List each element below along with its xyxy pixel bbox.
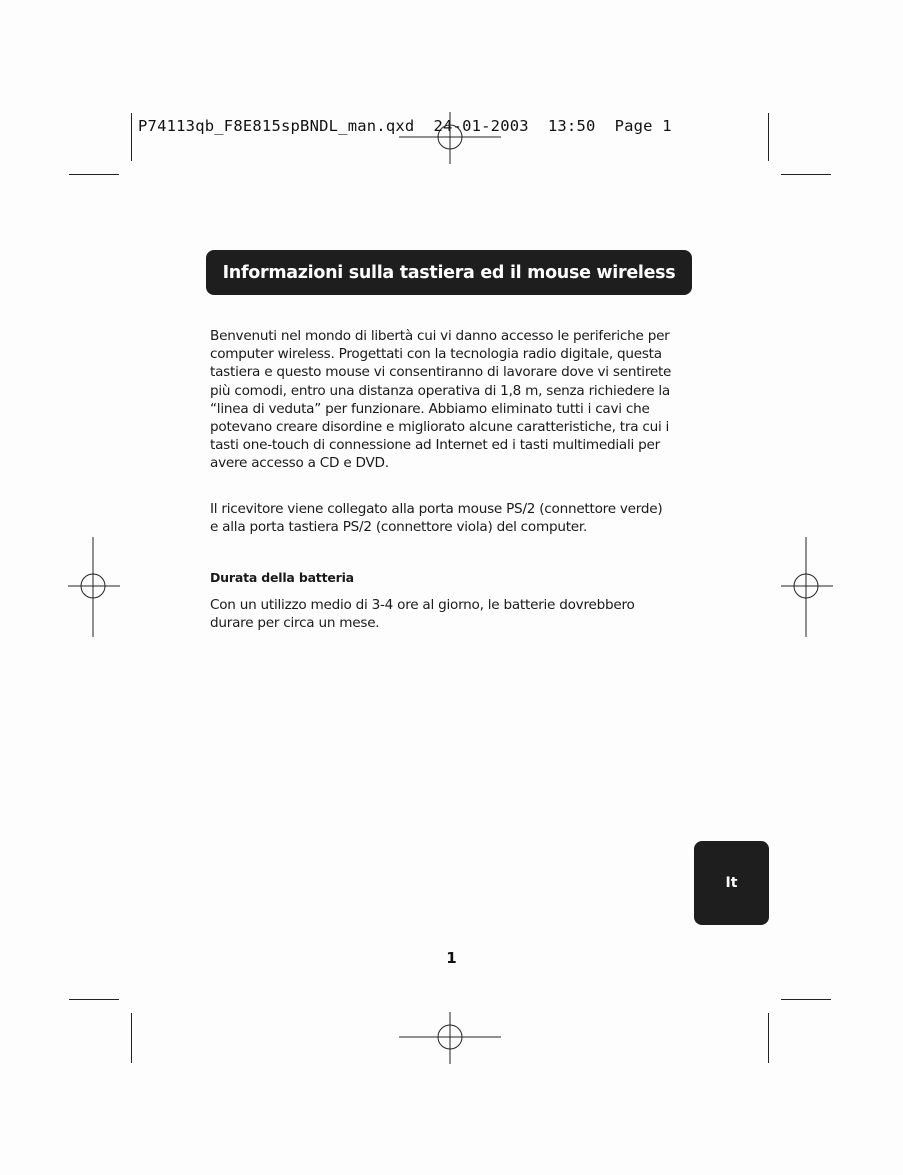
receiver-line: e alla porta tastiera PS/2 (connettore viola) del computer. — [210, 519, 588, 536]
intro-line: potevano creare disordine e migliorato alcune caratteristiche, tra cui i — [210, 419, 670, 436]
crop-mark-top-left-vertical — [131, 113, 132, 161]
crop-mark-bottom-right-horizontal — [781, 999, 831, 1000]
battery-heading: Durata della batteria — [210, 570, 354, 585]
crop-mark-top-right-vertical — [768, 113, 769, 161]
intro-line: tasti one-touch di connessione ad Internet ed i tasti multimediali per — [210, 437, 660, 454]
crop-mark-top-right-horizontal — [781, 174, 831, 175]
section-title: Informazioni sulla tastiera ed il mouse wireless — [222, 262, 676, 283]
intro-line: avere accesso a CD e DVD. — [210, 455, 389, 472]
intro-line: computer wireless. Progettati con la tecnologia radio digitale, questa — [210, 346, 662, 363]
intro-line: “linea di veduta” per funzionare. Abbiamo eliminato tutti i cavi che — [210, 400, 650, 417]
battery-line: durare per circa un mese. — [210, 615, 380, 632]
language-tab — [694, 841, 769, 925]
battery-paragraph — [210, 596, 700, 632]
battery-line: Con un utilizzo medio di 3-4 ore al giorno, le batterie dovrebbero — [210, 597, 635, 613]
crop-mark-bottom-left-vertical — [131, 1013, 132, 1063]
intro-line: più comodi, entro una distanza operativa di 1,8 m, senza richiedere la — [210, 382, 671, 399]
page-number: 1 — [446, 949, 457, 967]
registration-mark-bottom-icon — [399, 1012, 501, 1064]
section-header — [206, 250, 692, 295]
receiver-line: Il ricevitore viene collegato alla porta mouse PS/2 (connettore verde) — [210, 501, 663, 517]
registration-mark-left-icon — [68, 537, 120, 637]
crop-mark-bottom-right-vertical — [768, 1013, 769, 1063]
crop-mark-top-left-horizontal — [69, 174, 119, 175]
intro-paragraph — [210, 327, 700, 473]
registration-mark-right-icon — [781, 537, 833, 637]
receiver-paragraph — [210, 500, 700, 536]
intro-line: tastiera e questo mouse vi consentiranno di lavorare dove vi sentirete — [210, 364, 672, 381]
intro-line: Benvenuti nel mondo di libertà cui vi danno accesso le periferiche per — [210, 328, 670, 344]
language-tab-label: It — [725, 875, 738, 891]
registration-mark-top-icon — [399, 112, 501, 164]
crop-mark-bottom-left-horizontal — [69, 999, 119, 1000]
print-slug: P74113qb_F8E815spBNDL_man.qxd 24-01-2003 13:50 Page 1 — [138, 117, 672, 135]
